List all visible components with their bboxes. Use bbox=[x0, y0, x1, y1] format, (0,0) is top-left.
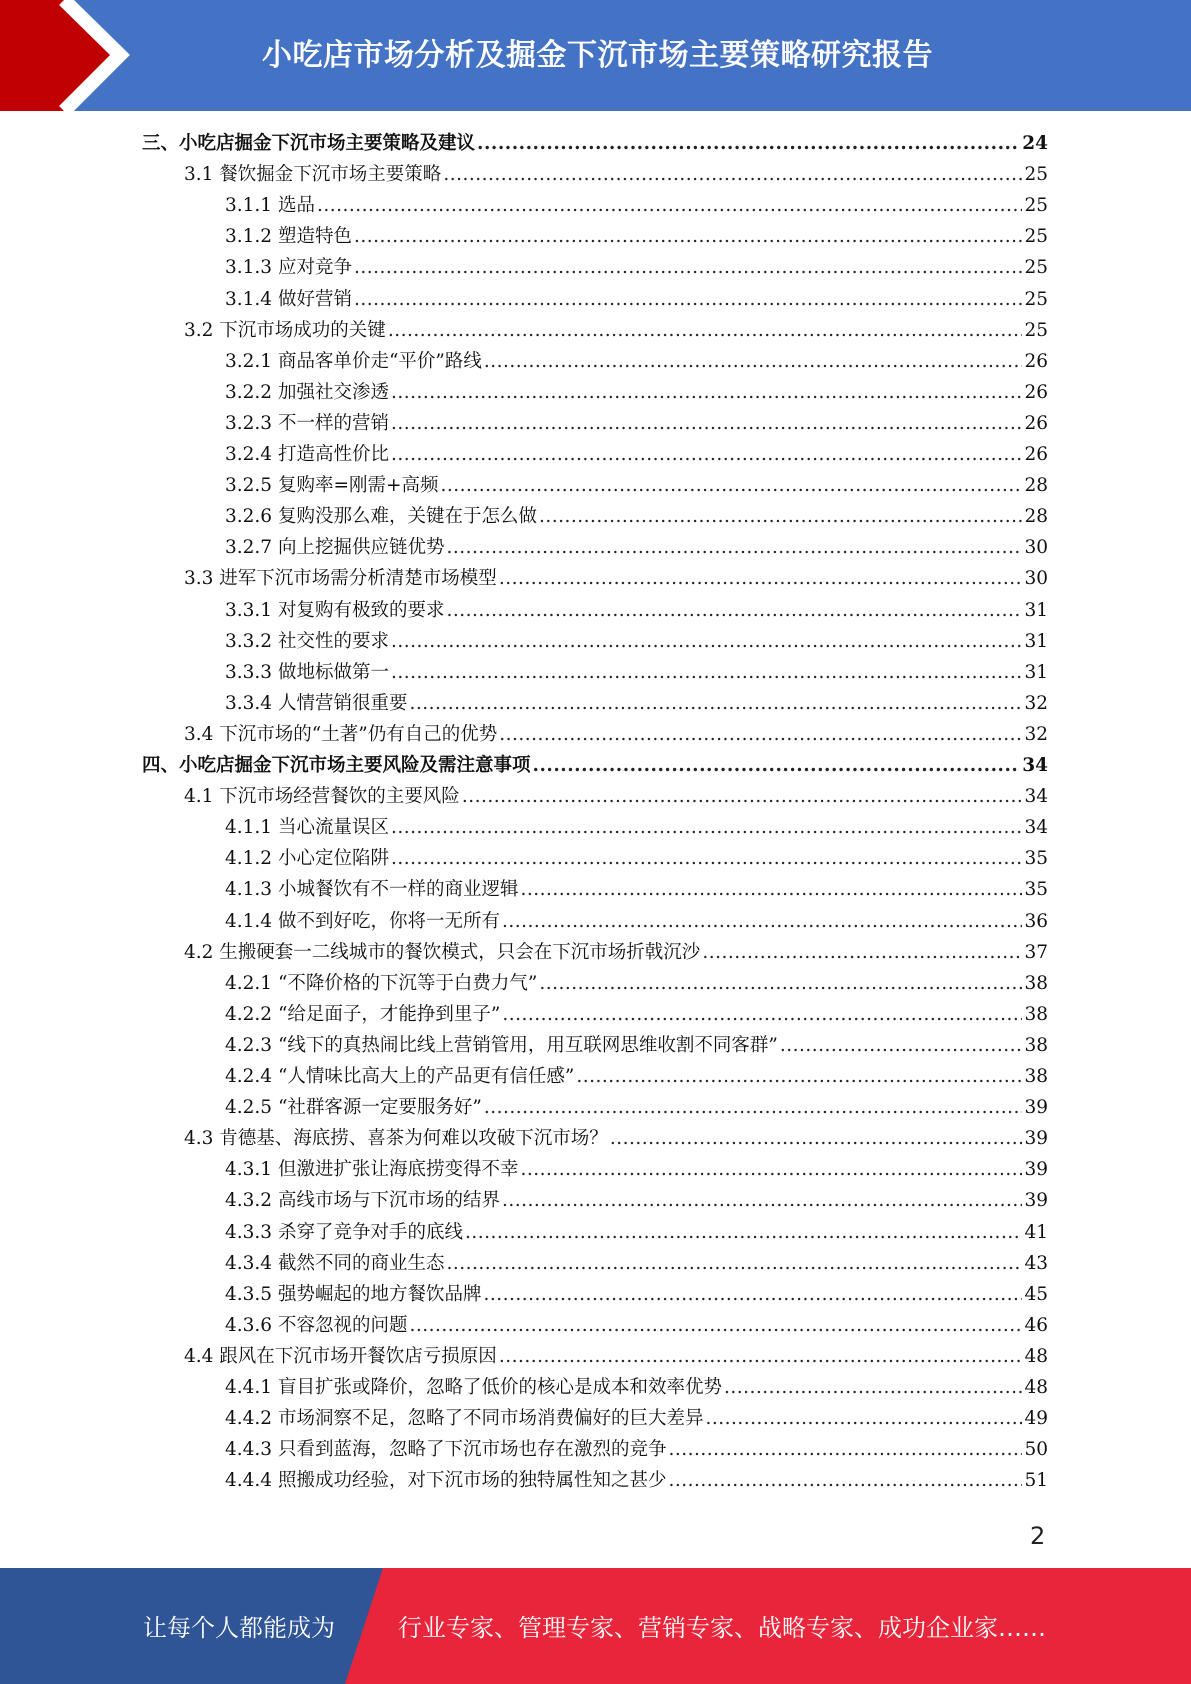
toc-section-entry[interactable] bbox=[184, 159, 1048, 190]
toc-dot-leader bbox=[446, 1248, 1022, 1279]
toc-dot-leader bbox=[391, 408, 1022, 439]
toc-entry-title: 3.1.4 做好营销 bbox=[225, 288, 352, 310]
toc-entry-page: 45 bbox=[1024, 1283, 1048, 1305]
toc-entry-title: 3.2.3 不一样的营销 bbox=[225, 412, 389, 434]
toc-entry-title: 4.3.3 杀穿了竞争对手的底线 bbox=[225, 1221, 463, 1243]
toc-dot-leader bbox=[462, 781, 1023, 812]
toc-entry-title: 3.2.1 商品客单价走“平价”路线 bbox=[225, 350, 482, 372]
toc-chapter-entry[interactable] bbox=[142, 128, 1048, 159]
toc-dot-leader bbox=[502, 1185, 1022, 1216]
toc-entry-title: 4.4.2 市场洞察不足，忽略了不同市场消费偏好的巨大差异 bbox=[225, 1408, 704, 1430]
toc-dot-leader bbox=[539, 968, 1022, 999]
toc-entry-page: 49 bbox=[1024, 1408, 1048, 1430]
toc-dot-leader bbox=[484, 1092, 1023, 1123]
toc-subsection-entry[interactable] bbox=[225, 439, 1048, 470]
footer-slogan-right: 行业专家、管理专家、营销专家、战略专家、成功企业家…… bbox=[398, 1614, 1046, 1642]
toc-entry-page: 31 bbox=[1024, 661, 1048, 683]
toc-entry-title: 3.2.4 打造高性价比 bbox=[225, 444, 389, 465]
toc-dot-leader bbox=[499, 719, 1022, 750]
toc-entry-page: 39 bbox=[1024, 1190, 1048, 1212]
toc-dot-leader bbox=[317, 190, 1023, 221]
toc-dot-leader bbox=[502, 999, 1022, 1030]
toc-entry-page: 38 bbox=[1024, 1066, 1048, 1087]
toc-dot-leader bbox=[446, 595, 1022, 626]
toc-entry-title: 三、小吃店掘金下沉市场主要策略及建议 bbox=[142, 133, 476, 154]
toc-dot-leader bbox=[484, 346, 1023, 377]
toc-dot-leader bbox=[483, 1279, 1022, 1310]
toc-entry-title: 4.4.3 只看到蓝海，忽略了下沉市场也存在激烈的竞争 bbox=[225, 1439, 667, 1461]
toc-entry-title: 4.2 生搬硬套一二线城市的餐饮模式，只会在下沉市场折戟沉沙 bbox=[184, 941, 701, 963]
toc-section-entry[interactable] bbox=[184, 1123, 1048, 1154]
toc-entry-title: 4.1.1 当心流量误区 bbox=[225, 817, 389, 839]
toc-dot-leader bbox=[520, 874, 1022, 905]
toc-entry-title: 4.1.2 小心定位陷阱 bbox=[225, 848, 389, 870]
toc-entry-page: 34 bbox=[1022, 755, 1048, 776]
toc-entry-title: 3.3 进军下沉市场需分析清楚市场模型 bbox=[184, 568, 497, 590]
toc-entry-page: 32 bbox=[1024, 692, 1048, 714]
toc-dot-leader bbox=[354, 284, 1023, 315]
toc-subsection-entry[interactable] bbox=[225, 595, 1048, 626]
toc-entry-title: 4.3.5 强势崛起的地方餐饮品牌 bbox=[225, 1283, 482, 1305]
toc-entry-title: 4.2.5 “社群客源一定要服务好” bbox=[225, 1097, 482, 1119]
toc-entry-title: 4.2.4 “人情味比高大上的产品更有信任感” bbox=[225, 1066, 575, 1087]
toc-dot-leader bbox=[391, 439, 1022, 470]
toc-subsection-entry[interactable] bbox=[225, 999, 1048, 1030]
toc-entry-page: 43 bbox=[1024, 1252, 1048, 1274]
toc-dot-leader bbox=[391, 812, 1022, 843]
toc-dot-leader bbox=[705, 1403, 1022, 1434]
toc-entry-title: 4.1 下沉市场经营餐饮的主要风险 bbox=[184, 786, 460, 808]
toc-entry-page: 39 bbox=[1024, 1128, 1048, 1150]
toc-entry-title: 3.1.2 塑造特色 bbox=[225, 226, 352, 248]
toc-subsection-entry[interactable] bbox=[225, 874, 1048, 905]
toc-subsection-entry[interactable] bbox=[225, 906, 1048, 937]
toc-entry-title: 4.2.3 “线下的真热闹比线上营销管用，用互联网思维收割不同客群” bbox=[225, 1034, 778, 1056]
toc-subsection-entry[interactable] bbox=[225, 1434, 1048, 1465]
toc-dot-leader bbox=[391, 377, 1022, 408]
toc-entry-title: 3.3.1 对复购有极致的要求 bbox=[225, 599, 445, 621]
toc-subsection-entry[interactable] bbox=[225, 1217, 1048, 1248]
toc-entry-page: 32 bbox=[1024, 723, 1048, 745]
toc-entry-page: 25 bbox=[1024, 226, 1048, 248]
toc-entry-page: 48 bbox=[1024, 1377, 1048, 1398]
toc-subsection-entry[interactable] bbox=[225, 688, 1048, 719]
toc-entry-page: 39 bbox=[1024, 1097, 1048, 1119]
toc-dot-leader bbox=[409, 688, 1022, 719]
toc-entry-title: 4.4.1 盲目扩张或降价，忽略了低价的核心是成本和效率优势 bbox=[225, 1377, 722, 1398]
toc-subsection-entry[interactable] bbox=[225, 1279, 1048, 1310]
toc-entry-page: 28 bbox=[1024, 475, 1048, 497]
toc-entry-title: 3.3.2 社交性的要求 bbox=[225, 630, 389, 652]
toc-dot-leader bbox=[502, 906, 1022, 937]
toc-entry-page: 28 bbox=[1024, 506, 1048, 528]
toc-dot-leader bbox=[388, 315, 1023, 346]
toc-entry-page: 26 bbox=[1024, 350, 1048, 372]
toc-subsection-entry[interactable] bbox=[225, 221, 1048, 252]
toc-section-entry[interactable] bbox=[184, 937, 1048, 968]
toc-entry-page: 25 bbox=[1024, 195, 1048, 217]
toc-subsection-entry[interactable] bbox=[225, 657, 1048, 688]
toc-dot-leader bbox=[440, 470, 1022, 501]
toc-entry-page: 38 bbox=[1024, 1003, 1048, 1025]
toc-dot-leader bbox=[668, 1465, 1022, 1496]
toc-subsection-entry[interactable] bbox=[225, 1092, 1048, 1123]
toc-entry-title: 3.1.1 选品 bbox=[225, 195, 315, 217]
toc-entry-page: 26 bbox=[1024, 444, 1048, 465]
toc-entry-page: 30 bbox=[1024, 568, 1048, 590]
toc-entry-title: 4.1.4 做不到好吃，你将一无所有 bbox=[225, 910, 500, 932]
header-banner bbox=[0, 0, 1191, 111]
toc-entry-title: 4.4 跟风在下沉市场开餐饮店亏损原因 bbox=[184, 1345, 497, 1367]
toc-entry-title: 四、小吃店掘金下沉市场主要风险及需注意事项 bbox=[142, 755, 531, 776]
toc-entry-page: 50 bbox=[1024, 1439, 1048, 1461]
toc-entry-page: 24 bbox=[1022, 133, 1048, 154]
toc-subsection-entry[interactable] bbox=[225, 1310, 1048, 1341]
toc-section-entry[interactable] bbox=[184, 315, 1048, 346]
toc-entry-title: 3.2.5 复购率=刚需+高频 bbox=[225, 475, 439, 497]
toc-dot-leader bbox=[576, 1061, 1022, 1092]
toc-dot-leader bbox=[520, 1154, 1022, 1185]
toc-subsection-entry[interactable] bbox=[225, 408, 1048, 439]
toc-entry-title: 4.3.2 高线市场与下沉市场的结界 bbox=[225, 1190, 500, 1212]
toc-subsection-entry[interactable] bbox=[225, 1372, 1048, 1403]
toc-entry-title: 4.3.6 不容忽视的问题 bbox=[225, 1314, 408, 1336]
toc-entry-page: 38 bbox=[1024, 972, 1048, 994]
toc-entry-title: 3.3.4 人情营销很重要 bbox=[225, 692, 408, 714]
toc-subsection-entry[interactable] bbox=[225, 843, 1048, 874]
toc-subsection-entry[interactable] bbox=[225, 377, 1048, 408]
toc-entry-title: 3.4 下沉市场的“土著”仍有自己的优势 bbox=[184, 723, 498, 745]
toc-entry-page: 31 bbox=[1024, 630, 1048, 652]
toc-subsection-entry[interactable] bbox=[225, 968, 1048, 999]
toc-entry-title: 4.2.2 “给足面子，才能挣到里子” bbox=[225, 1003, 501, 1025]
toc-section-entry[interactable] bbox=[184, 781, 1048, 812]
toc-dot-leader bbox=[354, 221, 1023, 252]
toc-subsection-entry[interactable] bbox=[225, 626, 1048, 657]
toc-entry-page: 35 bbox=[1024, 879, 1048, 901]
toc-subsection-entry[interactable] bbox=[225, 532, 1048, 563]
toc-entry-page: 48 bbox=[1024, 1345, 1048, 1367]
toc-dot-leader bbox=[391, 626, 1022, 657]
toc-entry-title: 3.1.3 应对竞争 bbox=[225, 257, 352, 279]
toc-entry-page: 25 bbox=[1024, 257, 1048, 279]
toc-dot-leader bbox=[533, 750, 1021, 781]
toc-entry-title: 3.3.3 做地标做第一 bbox=[225, 661, 389, 683]
toc-entry-page: 25 bbox=[1024, 288, 1048, 310]
toc-subsection-entry[interactable] bbox=[225, 812, 1048, 843]
toc-dot-leader bbox=[446, 532, 1022, 563]
toc-entry-title: 4.1.3 小城餐饮有不一样的商业逻辑 bbox=[225, 879, 519, 901]
toc-entry-page: 25 bbox=[1024, 319, 1048, 341]
toc-entry-title: 3.2 下沉市场成功的关键 bbox=[184, 319, 386, 341]
page-number: 2 bbox=[1030, 1522, 1046, 1550]
toc-subsection-entry[interactable] bbox=[225, 501, 1048, 532]
toc-entry-page: 34 bbox=[1024, 817, 1048, 839]
toc-dot-leader bbox=[391, 843, 1022, 874]
toc-dot-leader bbox=[668, 1434, 1022, 1465]
toc-section-entry[interactable] bbox=[184, 719, 1048, 750]
toc-entry-title: 3.2.2 加强社交渗透 bbox=[225, 381, 389, 403]
toc-section-entry[interactable] bbox=[184, 1341, 1048, 1372]
toc-entry-title: 4.3.4 截然不同的商业生态 bbox=[225, 1252, 445, 1274]
toc-dot-leader bbox=[409, 1310, 1022, 1341]
toc-subsection-entry[interactable] bbox=[225, 1061, 1048, 1092]
toc-subsection-entry[interactable] bbox=[225, 252, 1048, 283]
toc-dot-leader bbox=[610, 1123, 1023, 1154]
toc-subsection-entry[interactable] bbox=[225, 1030, 1048, 1061]
toc-entry-title: 3.2.7 向上挖掘供应链优势 bbox=[225, 537, 445, 559]
toc-dot-leader bbox=[724, 1372, 1022, 1403]
toc-entry-page: 51 bbox=[1024, 1470, 1048, 1492]
toc-entry-page: 39 bbox=[1024, 1159, 1048, 1181]
toc-dot-leader bbox=[780, 1030, 1023, 1061]
toc-entry-page: 26 bbox=[1024, 412, 1048, 434]
footer-slogan-left: 让每个人都能成为 bbox=[143, 1614, 335, 1642]
footer-banner bbox=[0, 1568, 1191, 1684]
toc-dot-leader bbox=[499, 1341, 1023, 1372]
toc-entry-page: 38 bbox=[1024, 1034, 1048, 1056]
toc-subsection-entry[interactable] bbox=[225, 346, 1048, 377]
toc-entry-title: 4.4.4 照搬成功经验，对下沉市场的独特属性知之甚少 bbox=[225, 1470, 667, 1492]
toc-dot-leader bbox=[702, 937, 1022, 968]
toc-entry-page: 35 bbox=[1024, 848, 1048, 870]
toc-chapter-entry[interactable] bbox=[142, 750, 1048, 781]
toc-entry-title: 3.2.6 复购没那么难，关键在于怎么做 bbox=[225, 506, 537, 528]
toc-dot-leader bbox=[354, 252, 1023, 283]
toc-entry-page: 30 bbox=[1024, 537, 1048, 559]
toc-entry-page: 37 bbox=[1024, 941, 1048, 963]
toc-entry-title: 4.2.1 “不降价格的下沉等于白费力气” bbox=[225, 972, 538, 994]
toc-subsection-entry[interactable] bbox=[225, 1403, 1048, 1434]
toc-entry-page: 41 bbox=[1024, 1221, 1048, 1243]
toc-subsection-entry[interactable] bbox=[225, 1154, 1048, 1185]
toc-dot-leader bbox=[477, 128, 1020, 159]
toc-subsection-entry[interactable] bbox=[225, 1185, 1048, 1216]
toc-dot-leader bbox=[465, 1217, 1022, 1248]
toc-subsection-entry[interactable] bbox=[225, 1465, 1048, 1496]
toc-subsection-entry[interactable] bbox=[225, 470, 1048, 501]
toc-entry-page: 25 bbox=[1024, 164, 1048, 186]
toc-dot-leader bbox=[391, 657, 1022, 688]
toc-subsection-entry[interactable] bbox=[225, 1248, 1048, 1279]
toc-dot-leader bbox=[443, 159, 1022, 190]
toc-entry-title: 4.3.1 但激进扩张让海底捞变得不幸 bbox=[225, 1159, 519, 1181]
toc-entry-page: 46 bbox=[1024, 1314, 1048, 1336]
toc-entry-title: 4.3 肯德基、海底捞、喜茶为何难以攻破下沉市场？ bbox=[184, 1128, 608, 1150]
toc-entry-page: 36 bbox=[1024, 910, 1048, 932]
toc-entry-page: 34 bbox=[1024, 786, 1048, 808]
toc-dot-leader bbox=[539, 501, 1022, 532]
toc-section-entry[interactable] bbox=[184, 563, 1048, 594]
toc-dot-leader bbox=[499, 563, 1023, 594]
toc-entry-page: 26 bbox=[1024, 381, 1048, 403]
header-arrow-decoration bbox=[0, 0, 160, 111]
toc-subsection-entry[interactable] bbox=[225, 284, 1048, 315]
toc-subsection-entry[interactable] bbox=[225, 190, 1048, 221]
report-title: 小吃店市场分析及掘金下沉市场主要策略研究报告 bbox=[262, 38, 933, 73]
toc-entry-page: 31 bbox=[1024, 599, 1048, 621]
toc-entry-title: 3.1 餐饮掘金下沉市场主要策略 bbox=[184, 164, 442, 186]
